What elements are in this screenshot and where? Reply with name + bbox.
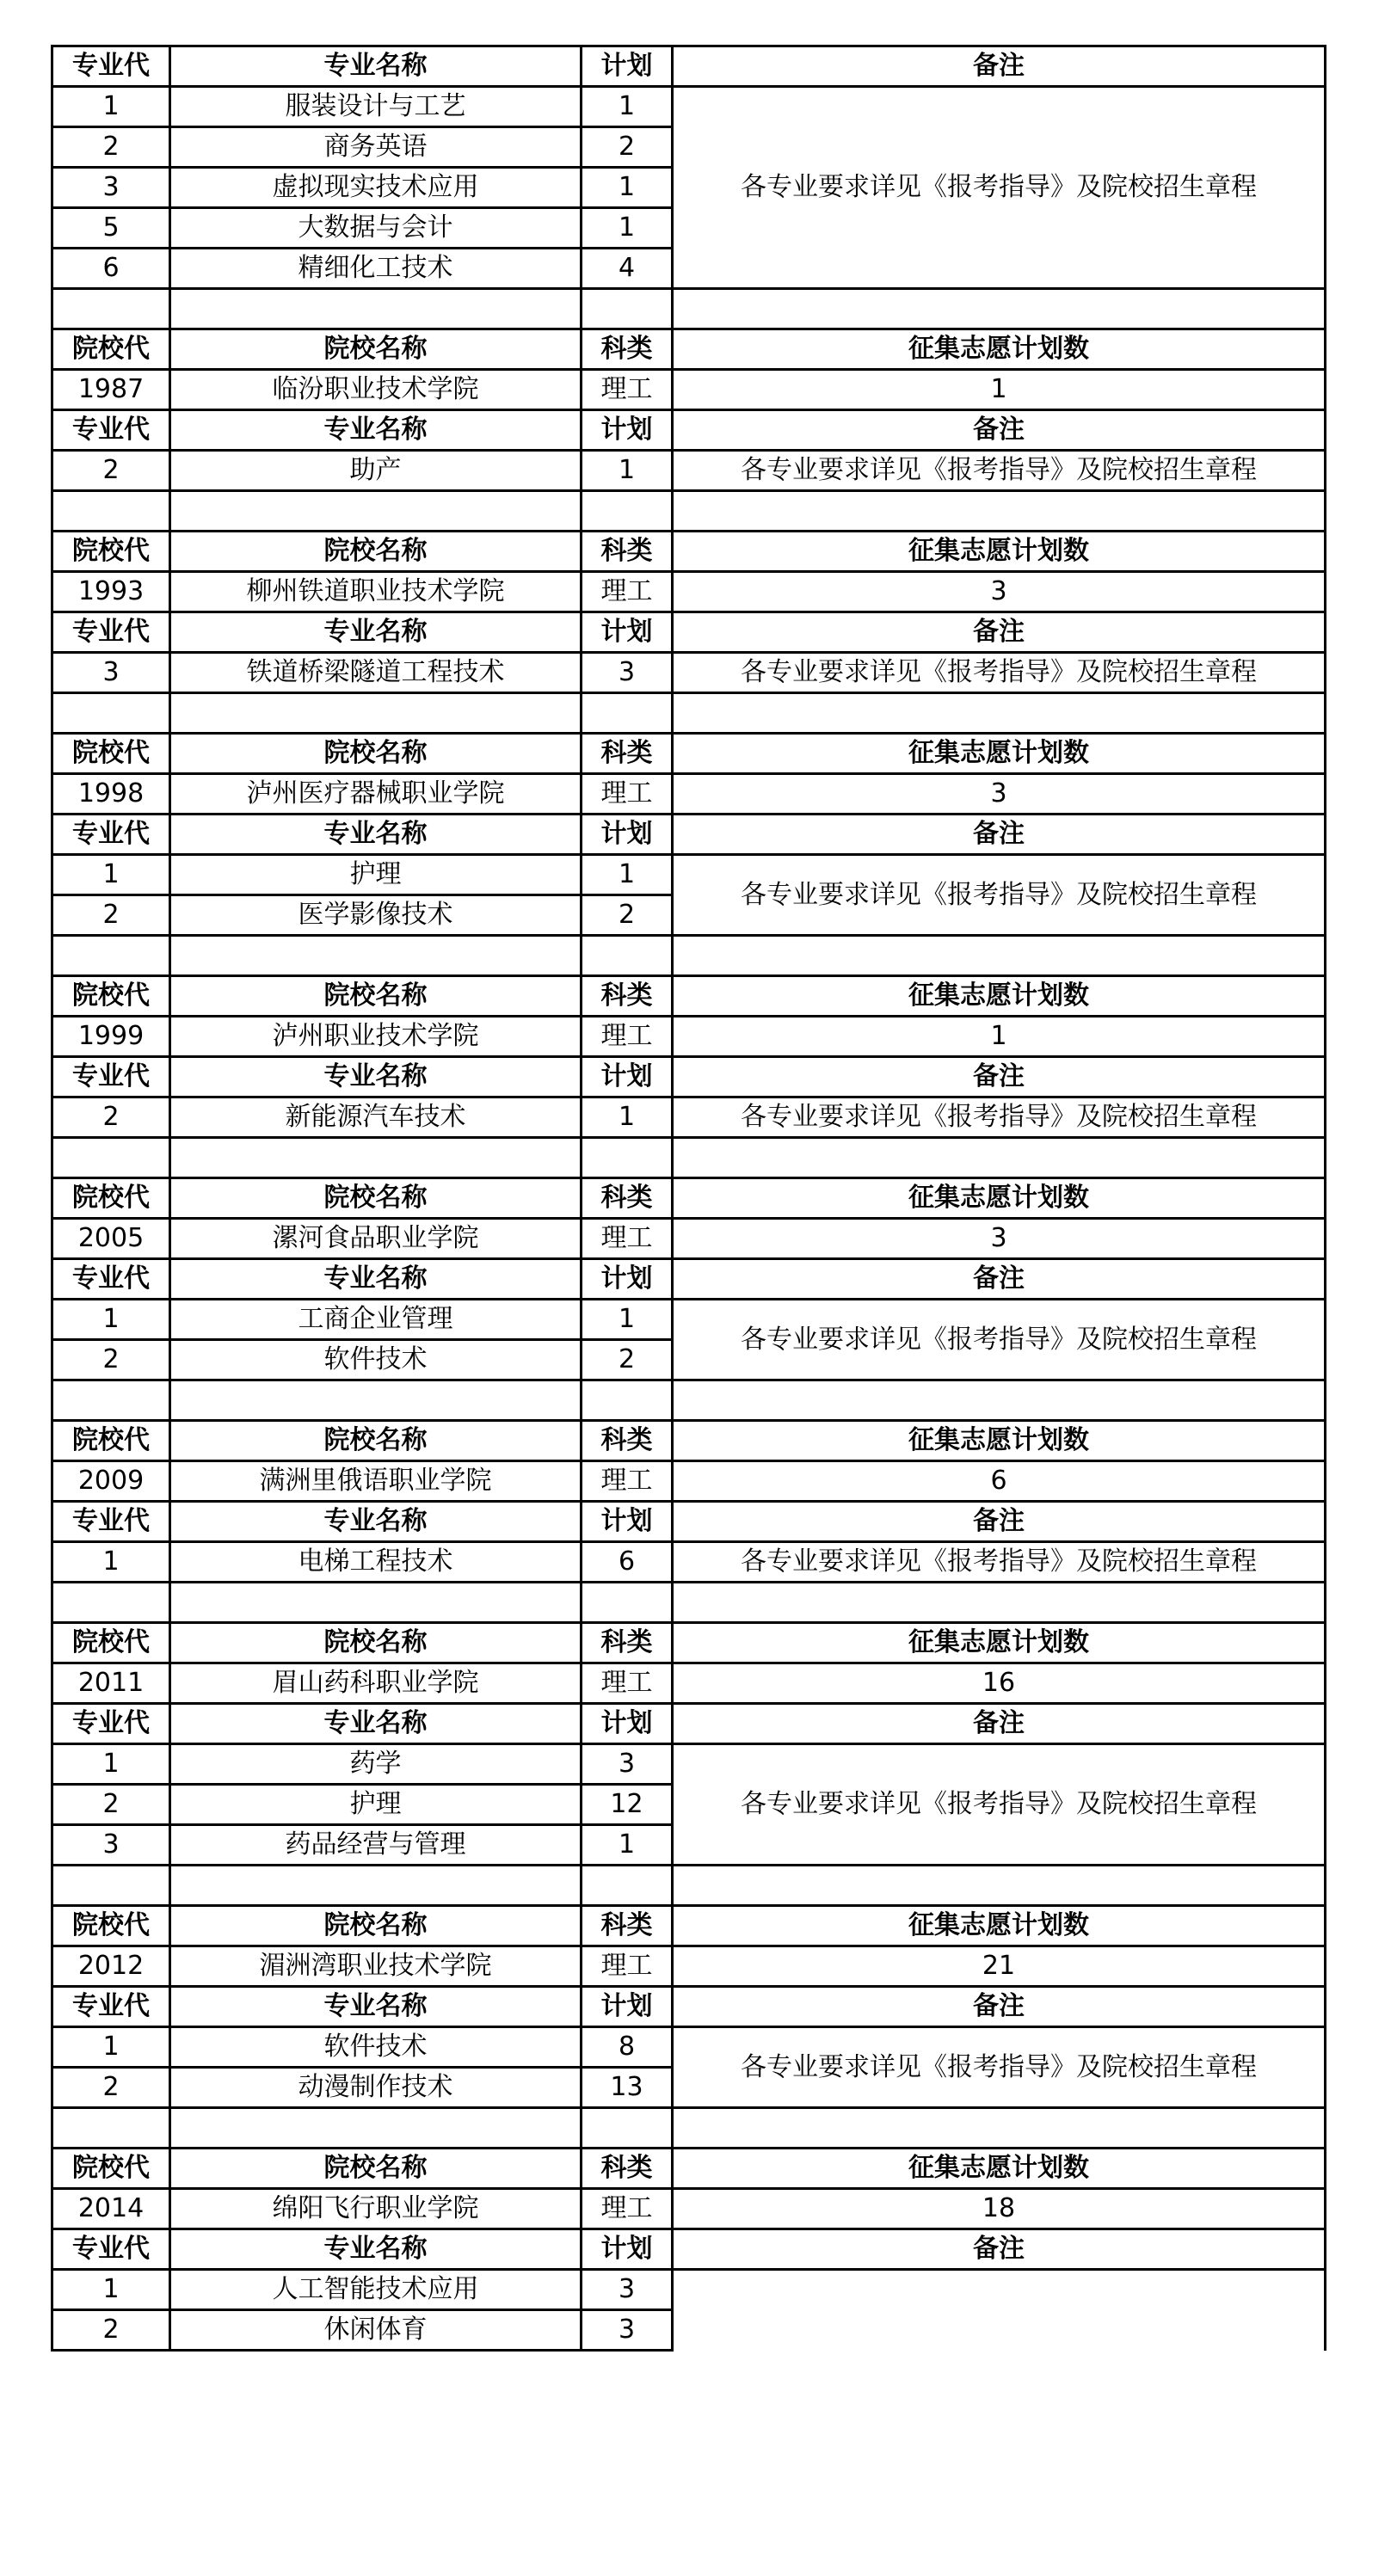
call-plan-cell: 3 xyxy=(673,774,1326,815)
major-code-header: 专业代 xyxy=(52,1259,170,1300)
major-plan-cell: 13 xyxy=(582,2068,673,2108)
category-header: 科类 xyxy=(582,734,673,774)
major-code-cell: 1 xyxy=(52,1542,170,1583)
school-header-row xyxy=(52,2149,1326,2189)
empty-cell xyxy=(170,1583,582,1623)
empty-cell xyxy=(52,693,170,734)
school-row xyxy=(52,572,1326,612)
school-header-row xyxy=(52,1421,1326,1461)
school-name-header: 院校名称 xyxy=(170,2149,582,2189)
category-cell: 理工 xyxy=(582,1461,673,1502)
empty-cell xyxy=(52,1380,170,1421)
school-code-header: 院校代 xyxy=(52,2149,170,2189)
remark-header: 备注 xyxy=(673,1502,1326,1542)
plan-header: 计划 xyxy=(582,46,673,87)
school-row xyxy=(52,2189,1326,2229)
major-header-row xyxy=(52,1057,1326,1097)
major-plan-cell: 1 xyxy=(582,168,673,208)
school-name-header: 院校名称 xyxy=(170,1421,582,1461)
plan-header: 计划 xyxy=(582,2229,673,2270)
major-plan-cell: 1 xyxy=(582,855,673,895)
major-row xyxy=(52,87,1326,127)
major-header-row xyxy=(52,1704,1326,1744)
empty-cell xyxy=(582,936,673,976)
major-name-cell: 服装设计与工艺 xyxy=(170,87,582,127)
school-row xyxy=(52,1461,1326,1502)
category-cell: 理工 xyxy=(582,1946,673,1987)
spacer-row xyxy=(52,1583,1326,1623)
empty-cell xyxy=(52,491,170,532)
call-plan-cell: 1 xyxy=(673,1017,1326,1057)
category-cell: 理工 xyxy=(582,1219,673,1259)
school-code-header: 院校代 xyxy=(52,1421,170,1461)
major-code-cell: 1 xyxy=(52,1744,170,1785)
school-name-header: 院校名称 xyxy=(170,1623,582,1663)
major-code-cell: 6 xyxy=(52,249,170,289)
call-plan-header: 征集志愿计划数 xyxy=(673,734,1326,774)
school-name-cell: 眉山药科职业学院 xyxy=(170,1663,582,1704)
major-name-cell: 精细化工技术 xyxy=(170,249,582,289)
major-plan-cell: 3 xyxy=(582,2270,673,2310)
empty-cell xyxy=(673,2108,1326,2149)
call-plan-cell: 6 xyxy=(673,1461,1326,1502)
major-name-cell: 虚拟现实技术应用 xyxy=(170,168,582,208)
major-plan-cell: 1 xyxy=(582,87,673,127)
major-name-cell: 药学 xyxy=(170,1744,582,1785)
major-plan-cell: 2 xyxy=(582,895,673,936)
spreadsheet-page xyxy=(51,45,1324,2352)
empty-cell xyxy=(170,1866,582,1906)
major-code-header: 专业代 xyxy=(52,2229,170,2270)
major-plan-cell: 12 xyxy=(582,1785,673,1825)
category-header: 科类 xyxy=(582,1623,673,1663)
empty-cell xyxy=(673,1866,1326,1906)
school-name-header: 院校名称 xyxy=(170,1906,582,1946)
empty-cell xyxy=(582,2108,673,2149)
spacer-row xyxy=(52,693,1326,734)
call-plan-header: 征集志愿计划数 xyxy=(673,2149,1326,2189)
spacer-row xyxy=(52,936,1326,976)
major-code-cell: 2 xyxy=(52,2068,170,2108)
major-name-cell: 软件技术 xyxy=(170,1340,582,1380)
major-code-cell: 3 xyxy=(52,168,170,208)
remark-header: 备注 xyxy=(673,1704,1326,1744)
call-plan-header: 征集志愿计划数 xyxy=(673,1906,1326,1946)
major-row xyxy=(52,2270,1326,2310)
school-code-header: 院校代 xyxy=(52,329,170,370)
plan-header: 计划 xyxy=(582,1259,673,1300)
plan-header: 计划 xyxy=(582,815,673,855)
empty-cell xyxy=(673,491,1326,532)
major-code-cell: 2 xyxy=(52,2310,170,2351)
major-header-row xyxy=(52,815,1326,855)
major-name-header: 专业名称 xyxy=(170,1057,582,1097)
major-header-row xyxy=(52,410,1326,451)
remark-cell: 各专业要求详见《报考指导》及院校招生章程 xyxy=(673,1300,1326,1380)
remark-cell: 各专业要求详见《报考指导》及院校招生章程 xyxy=(673,653,1326,693)
plan-header: 计划 xyxy=(582,1704,673,1744)
school-row xyxy=(52,1663,1326,1704)
spacer-row xyxy=(52,1866,1326,1906)
major-name-header: 专业名称 xyxy=(170,612,582,653)
remark-header: 备注 xyxy=(673,612,1326,653)
major-code-cell: 2 xyxy=(52,895,170,936)
major-code-header: 专业代 xyxy=(52,1987,170,2027)
call-plan-header: 征集志愿计划数 xyxy=(673,1178,1326,1219)
school-header-row xyxy=(52,734,1326,774)
major-plan-cell: 1 xyxy=(582,1097,673,1138)
major-code-header: 专业代 xyxy=(52,410,170,451)
remark-header: 备注 xyxy=(673,1259,1326,1300)
remark-header: 备注 xyxy=(673,410,1326,451)
major-header-row xyxy=(52,1987,1326,2027)
admission-plan-table xyxy=(51,45,1326,2352)
school-code-cell: 1999 xyxy=(52,1017,170,1057)
school-name-header: 院校名称 xyxy=(170,1178,582,1219)
school-code-header: 院校代 xyxy=(52,976,170,1017)
school-name-cell: 临汾职业技术学院 xyxy=(170,370,582,410)
major-name-header: 专业名称 xyxy=(170,410,582,451)
major-plan-cell: 1 xyxy=(582,208,673,249)
school-name-cell: 泸州医疗器械职业学院 xyxy=(170,774,582,815)
category-cell: 理工 xyxy=(582,774,673,815)
school-header-row xyxy=(52,976,1326,1017)
call-plan-header: 征集志愿计划数 xyxy=(673,329,1326,370)
empty-cell xyxy=(52,936,170,976)
empty-cell xyxy=(673,693,1326,734)
remark-cell: 各专业要求详见《报考指导》及院校招生章程 xyxy=(673,1744,1326,1866)
school-header-row xyxy=(52,329,1326,370)
major-row xyxy=(52,1542,1326,1583)
plan-header: 计划 xyxy=(582,1057,673,1097)
empty-cell xyxy=(582,1866,673,1906)
school-code-header: 院校代 xyxy=(52,734,170,774)
empty-cell xyxy=(170,1380,582,1421)
school-code-cell: 2009 xyxy=(52,1461,170,1502)
major-code-cell: 1 xyxy=(52,855,170,895)
empty-cell xyxy=(582,1138,673,1178)
school-row xyxy=(52,1017,1326,1057)
major-name-cell: 动漫制作技术 xyxy=(170,2068,582,2108)
empty-cell xyxy=(582,289,673,329)
school-name-cell: 绵阳飞行职业学院 xyxy=(170,2189,582,2229)
empty-cell xyxy=(673,936,1326,976)
empty-cell xyxy=(673,1583,1326,1623)
major-plan-cell: 1 xyxy=(582,1300,673,1340)
school-name-header: 院校名称 xyxy=(170,734,582,774)
major-code-cell: 1 xyxy=(52,87,170,127)
category-header: 科类 xyxy=(582,329,673,370)
major-row xyxy=(52,1744,1326,1785)
major-code-header: 专业代 xyxy=(52,46,170,87)
category-header: 科类 xyxy=(582,1421,673,1461)
major-row xyxy=(52,1097,1326,1138)
call-plan-cell: 16 xyxy=(673,1663,1326,1704)
empty-cell xyxy=(52,1583,170,1623)
empty-cell xyxy=(582,693,673,734)
category-cell: 理工 xyxy=(582,572,673,612)
empty-cell xyxy=(582,1583,673,1623)
school-name-cell: 湄洲湾职业技术学院 xyxy=(170,1946,582,1987)
major-name-header: 专业名称 xyxy=(170,815,582,855)
school-header-row xyxy=(52,532,1326,572)
major-name-cell: 护理 xyxy=(170,1785,582,1825)
major-code-cell: 2 xyxy=(52,1097,170,1138)
major-name-header: 专业名称 xyxy=(170,2229,582,2270)
plan-header: 计划 xyxy=(582,1987,673,2027)
empty-cell xyxy=(170,2108,582,2149)
category-header: 科类 xyxy=(582,1906,673,1946)
major-name-cell: 休闲体育 xyxy=(170,2310,582,2351)
school-code-header: 院校代 xyxy=(52,532,170,572)
school-code-header: 院校代 xyxy=(52,1906,170,1946)
category-cell: 理工 xyxy=(582,370,673,410)
school-code-header: 院校代 xyxy=(52,1623,170,1663)
major-name-cell: 铁道桥梁隧道工程技术 xyxy=(170,653,582,693)
remark-cell: 各专业要求详见《报考指导》及院校招生章程 xyxy=(673,855,1326,936)
major-row xyxy=(52,653,1326,693)
school-row xyxy=(52,1219,1326,1259)
major-code-header: 专业代 xyxy=(52,1704,170,1744)
call-plan-cell: 21 xyxy=(673,1946,1326,1987)
school-name-header: 院校名称 xyxy=(170,532,582,572)
major-plan-cell: 4 xyxy=(582,249,673,289)
school-code-cell: 1993 xyxy=(52,572,170,612)
major-code-cell: 3 xyxy=(52,1825,170,1866)
school-name-header: 院校名称 xyxy=(170,329,582,370)
major-name-header: 专业名称 xyxy=(170,1502,582,1542)
major-plan-cell: 3 xyxy=(582,2310,673,2351)
remark-header: 备注 xyxy=(673,815,1326,855)
school-header-row xyxy=(52,1623,1326,1663)
call-plan-header: 征集志愿计划数 xyxy=(673,532,1326,572)
school-name-cell: 满洲里俄语职业学院 xyxy=(170,1461,582,1502)
call-plan-header: 征集志愿计划数 xyxy=(673,1623,1326,1663)
major-code-cell: 2 xyxy=(52,1340,170,1380)
major-name-cell: 电梯工程技术 xyxy=(170,1542,582,1583)
major-name-header: 专业名称 xyxy=(170,46,582,87)
major-code-cell: 1 xyxy=(52,2270,170,2310)
major-code-cell: 3 xyxy=(52,653,170,693)
empty-cell xyxy=(52,1866,170,1906)
spacer-row xyxy=(52,1380,1326,1421)
school-code-cell: 2014 xyxy=(52,2189,170,2229)
empty-cell xyxy=(673,1380,1326,1421)
spacer-row xyxy=(52,289,1326,329)
remark-cell: 各专业要求详见《报考指导》及院校招生章程 xyxy=(673,2027,1326,2108)
call-plan-cell: 18 xyxy=(673,2189,1326,2229)
major-name-cell: 人工智能技术应用 xyxy=(170,2270,582,2310)
major-row xyxy=(52,1300,1326,1340)
major-code-header: 专业代 xyxy=(52,1057,170,1097)
spacer-row xyxy=(52,491,1326,532)
major-row xyxy=(52,2027,1326,2068)
major-code-cell: 1 xyxy=(52,2027,170,2068)
empty-cell xyxy=(170,1138,582,1178)
school-name-cell: 泸州职业技术学院 xyxy=(170,1017,582,1057)
major-name-header: 专业名称 xyxy=(170,1704,582,1744)
remark-cell: 各专业要求详见《报考指导》及院校招生章程 xyxy=(673,451,1326,491)
major-plan-cell: 3 xyxy=(582,1744,673,1785)
plan-header: 计划 xyxy=(582,1502,673,1542)
major-code-cell: 2 xyxy=(52,451,170,491)
major-code-header: 专业代 xyxy=(52,612,170,653)
call-plan-cell: 1 xyxy=(673,370,1326,410)
major-row xyxy=(52,855,1326,895)
plan-header: 计划 xyxy=(582,612,673,653)
remark-cell: 各专业要求详见《报考指导》及院校招生章程 xyxy=(673,1097,1326,1138)
remark-cell: 各专业要求详见《报考指导》及院校招生章程 xyxy=(673,1542,1326,1583)
major-plan-cell: 1 xyxy=(582,451,673,491)
major-code-header: 专业代 xyxy=(52,1502,170,1542)
empty-cell xyxy=(52,289,170,329)
empty-cell xyxy=(673,1138,1326,1178)
major-plan-cell: 1 xyxy=(582,1825,673,1866)
empty-cell xyxy=(582,491,673,532)
major-plan-cell: 6 xyxy=(582,1542,673,1583)
major-plan-cell: 2 xyxy=(582,127,673,168)
call-plan-header: 征集志愿计划数 xyxy=(673,976,1326,1017)
major-name-cell: 护理 xyxy=(170,855,582,895)
major-plan-cell: 2 xyxy=(582,1340,673,1380)
major-name-cell: 工商企业管理 xyxy=(170,1300,582,1340)
plan-header: 计划 xyxy=(582,410,673,451)
major-plan-cell: 8 xyxy=(582,2027,673,2068)
remark-header: 备注 xyxy=(673,46,1326,87)
category-header: 科类 xyxy=(582,1178,673,1219)
major-name-cell: 软件技术 xyxy=(170,2027,582,2068)
major-name-header: 专业名称 xyxy=(170,1259,582,1300)
major-name-cell: 商务英语 xyxy=(170,127,582,168)
major-header-row xyxy=(52,1259,1326,1300)
school-code-cell: 2011 xyxy=(52,1663,170,1704)
major-name-header: 专业名称 xyxy=(170,1987,582,2027)
empty-cell xyxy=(673,289,1326,329)
call-plan-cell: 3 xyxy=(673,1219,1326,1259)
major-name-cell: 助产 xyxy=(170,451,582,491)
remark-header: 备注 xyxy=(673,1057,1326,1097)
major-row xyxy=(52,451,1326,491)
empty-cell xyxy=(170,289,582,329)
school-code-cell: 1987 xyxy=(52,370,170,410)
empty-cell xyxy=(170,693,582,734)
school-name-cell: 柳州铁道职业技术学院 xyxy=(170,572,582,612)
school-row xyxy=(52,774,1326,815)
remark-header: 备注 xyxy=(673,2229,1326,2270)
remark-header: 备注 xyxy=(673,1987,1326,2027)
category-header: 科类 xyxy=(582,2149,673,2189)
major-code-cell: 1 xyxy=(52,1300,170,1340)
major-name-cell: 新能源汽车技术 xyxy=(170,1097,582,1138)
spacer-row xyxy=(52,2108,1326,2149)
major-code-cell: 2 xyxy=(52,127,170,168)
remark-cell xyxy=(673,2270,1326,2351)
major-header-row xyxy=(52,1502,1326,1542)
category-cell: 理工 xyxy=(582,1663,673,1704)
major-code-header: 专业代 xyxy=(52,815,170,855)
category-header: 科类 xyxy=(582,976,673,1017)
major-header-row xyxy=(52,2229,1326,2270)
school-code-cell: 1998 xyxy=(52,774,170,815)
call-plan-cell: 3 xyxy=(673,572,1326,612)
major-code-cell: 5 xyxy=(52,208,170,249)
major-name-cell: 大数据与会计 xyxy=(170,208,582,249)
major-plan-cell: 3 xyxy=(582,653,673,693)
call-plan-header: 征集志愿计划数 xyxy=(673,1421,1326,1461)
school-name-cell: 漯河食品职业学院 xyxy=(170,1219,582,1259)
category-header: 科类 xyxy=(582,532,673,572)
school-header-row xyxy=(52,1906,1326,1946)
school-row xyxy=(52,1946,1326,1987)
empty-cell xyxy=(170,936,582,976)
major-header-row xyxy=(52,46,1326,87)
empty-cell xyxy=(52,2108,170,2149)
school-row xyxy=(52,370,1326,410)
school-header-row xyxy=(52,1178,1326,1219)
major-header-row xyxy=(52,612,1326,653)
category-cell: 理工 xyxy=(582,2189,673,2229)
empty-cell xyxy=(52,1138,170,1178)
empty-cell xyxy=(170,491,582,532)
remark-cell: 各专业要求详见《报考指导》及院校招生章程 xyxy=(673,87,1326,289)
empty-cell xyxy=(582,1380,673,1421)
major-code-cell: 2 xyxy=(52,1785,170,1825)
major-name-cell: 药品经营与管理 xyxy=(170,1825,582,1866)
spacer-row xyxy=(52,1138,1326,1178)
category-cell: 理工 xyxy=(582,1017,673,1057)
school-code-cell: 2005 xyxy=(52,1219,170,1259)
major-name-cell: 医学影像技术 xyxy=(170,895,582,936)
school-code-header: 院校代 xyxy=(52,1178,170,1219)
school-name-header: 院校名称 xyxy=(170,976,582,1017)
school-code-cell: 2012 xyxy=(52,1946,170,1987)
